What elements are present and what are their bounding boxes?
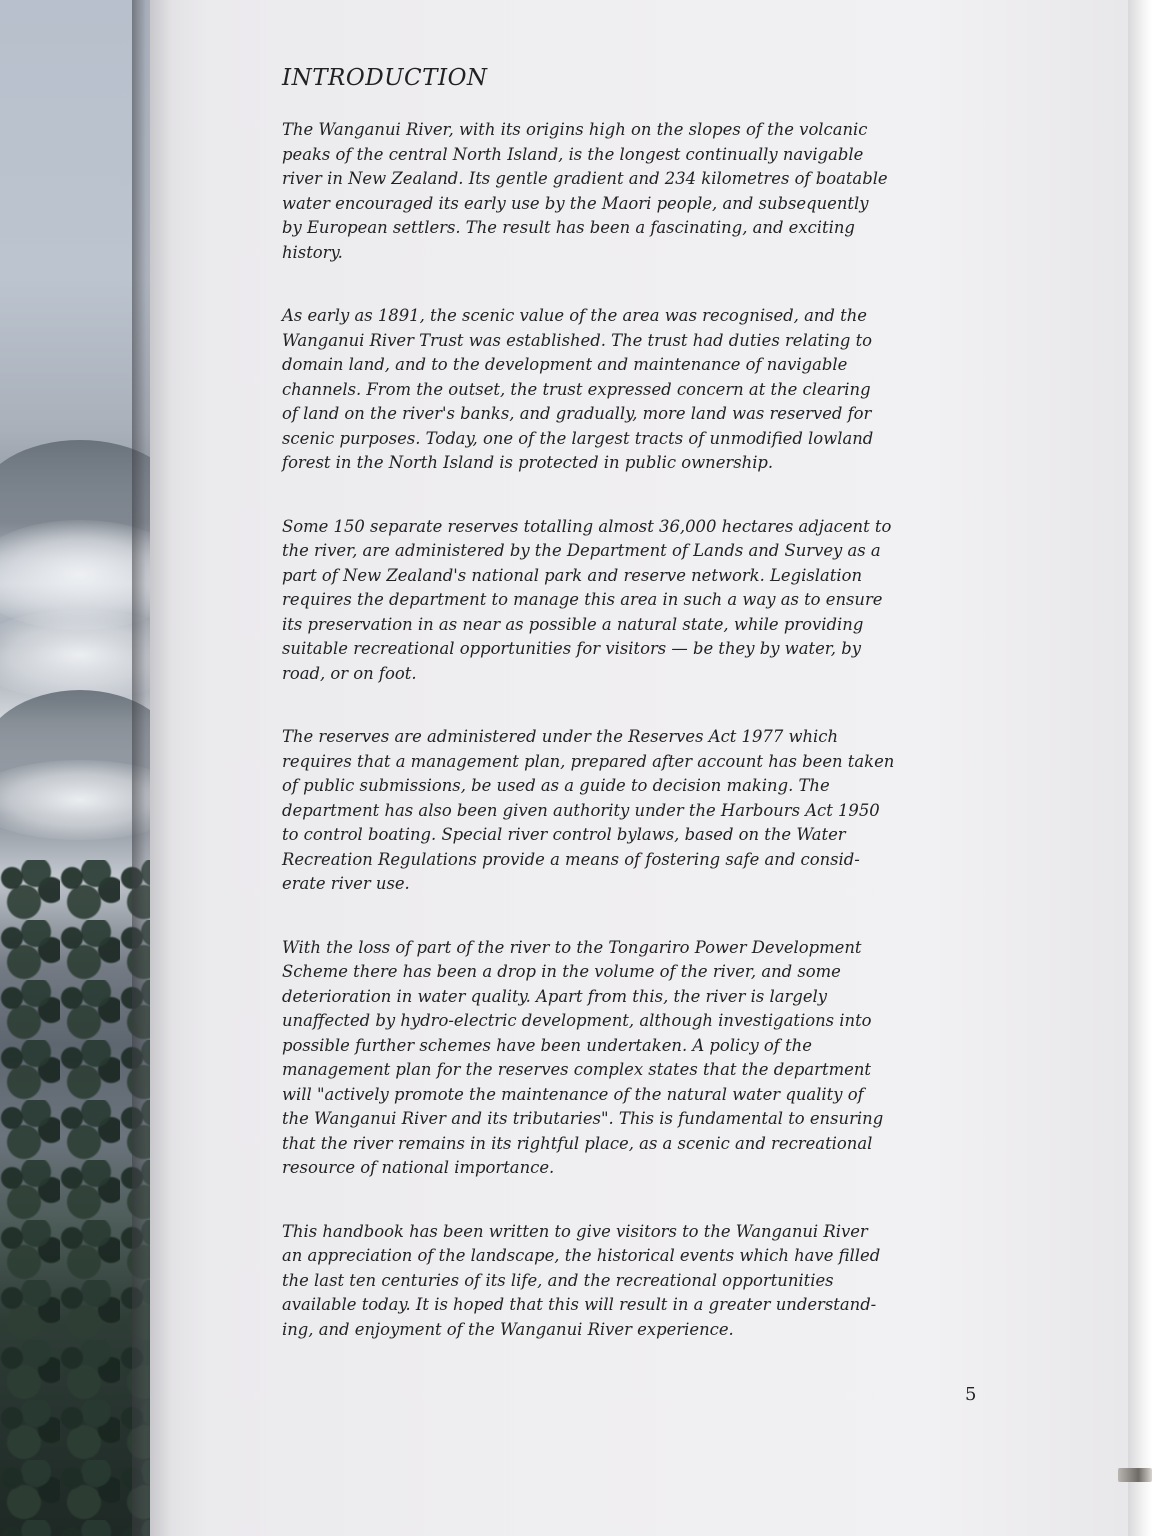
text-line: requires that a management plan, prepared after account has been taken xyxy=(282,751,895,771)
text-line: that the river remains in its rightful place, as a scenic and recreational xyxy=(282,1133,873,1153)
backdrop-surface xyxy=(1128,0,1152,1536)
text-line: water encouraged its early use by the Maori people, and subsequently xyxy=(282,193,869,213)
text-line: domain land, and to the development and maintenance of navigable xyxy=(282,355,848,374)
text-line: Recreation Regulations provide a means of fostering safe and consid- xyxy=(282,849,860,869)
text-line: deterioration in water quality. Apart from this, the river is largely xyxy=(282,986,828,1006)
text-line: With the loss of part of the river to the Tongariro Power Development xyxy=(282,937,862,957)
text-line: Wanganui River Trust was established. The trust had duties relating to xyxy=(282,330,873,350)
text-line: an appreciation of the landscape, the historical events which have filled xyxy=(282,1246,881,1265)
section-heading: INTRODUCTION xyxy=(282,65,488,91)
text-line: possible further schemes have been undertaken. A policy of the xyxy=(282,1035,812,1055)
text-line: available today. It is hoped that this will result in a greater understand- xyxy=(282,1295,877,1314)
body-paragraph xyxy=(282,118,994,265)
text-line: road, or on foot. xyxy=(282,663,417,683)
text-line: river in New Zealand. Its gentle gradient and 234 kilometres of boatable xyxy=(282,169,888,188)
text-line: peaks of the central North Island, is the longest continually navigable xyxy=(282,144,864,164)
text-line: Scheme there has been a drop in the volume of the river, and some xyxy=(282,962,841,981)
text-line: department has also been given authority under the Harbours Act 1950 xyxy=(282,800,880,820)
body-paragraph xyxy=(282,515,994,687)
text-line: channels. From the outset, the trust expressed concern at the clearing xyxy=(282,379,871,399)
text-line: the last ten centuries of its life, and the recreational opportunities xyxy=(282,1270,834,1290)
text-line: the Wanganui River and its tributaries". This is fundamental to ensuring xyxy=(282,1109,884,1128)
book-page xyxy=(150,0,1128,1536)
text-line: erate river use. xyxy=(282,874,410,893)
text-line: history. xyxy=(282,242,343,262)
text-line: management plan for the reserves complex states that the department xyxy=(282,1060,871,1079)
text-line: the river, are administered by the Department of Lands and Survey as a xyxy=(282,541,881,560)
text-line: its preservation in as near as possible a natural state, while providing xyxy=(282,614,864,634)
text-line: requires the department to manage this area in such a way as to ensure xyxy=(282,590,883,609)
text-line: Some 150 separate reserves totalling almost 36,000 hectares adjacent to xyxy=(282,516,892,536)
text-line: As early as 1891, the scenic value of the area was recognised, and the xyxy=(282,306,867,325)
text-line: of land on the river's banks, and gradually, more land was reserved for xyxy=(282,404,872,423)
text-line: unaffected by hydro-electric development, although investigations into xyxy=(282,1011,872,1030)
text-line: resource of national importance. xyxy=(282,1158,555,1177)
photo-forest xyxy=(0,860,150,1536)
photo-mist xyxy=(0,760,150,840)
facing-page-photograph xyxy=(0,0,150,1536)
text-line: The reserves are administered under the Reserves Act 1977 which xyxy=(282,727,839,746)
text-line: part of New Zealand's national park and reserve network. Legislation xyxy=(282,565,863,585)
text-line: The Wanganui River, with its origins high on the slopes of the volcanic xyxy=(282,120,868,139)
body-paragraph xyxy=(282,936,994,1181)
photo-mist xyxy=(0,610,150,700)
page-edge-mark xyxy=(1118,1468,1152,1482)
body-paragraph xyxy=(282,725,994,897)
text-line: to control boating. Special river control bylaws, based on the Water xyxy=(282,825,846,844)
text-line: suitable recreational opportunities for visitors — be they by water, by xyxy=(282,639,861,658)
page-text-block xyxy=(282,56,994,1381)
text-line: This handbook has been written to give visitors to the Wanganui River xyxy=(282,1221,868,1241)
text-line: of public submissions, be used as a guide to decision making. The xyxy=(282,776,830,795)
text-line: by European settlers. The result has been a fascinating, and exciting xyxy=(282,218,855,237)
page-gutter-shadow xyxy=(132,0,172,1536)
text-line: forest in the North Island is protected in public ownership. xyxy=(282,453,774,472)
text-line: will "actively promote the maintenance of the natural water quality of xyxy=(282,1084,864,1104)
body-paragraph xyxy=(282,1220,994,1343)
paragraph-list xyxy=(282,118,994,1342)
body-paragraph xyxy=(282,304,994,476)
page-number: 5 xyxy=(965,1384,977,1405)
text-line: scenic purposes. Today, one of the largest tracts of unmodified lowland xyxy=(282,428,874,448)
text-line: ing, and enjoyment of the Wanganui River experience. xyxy=(282,1319,734,1339)
